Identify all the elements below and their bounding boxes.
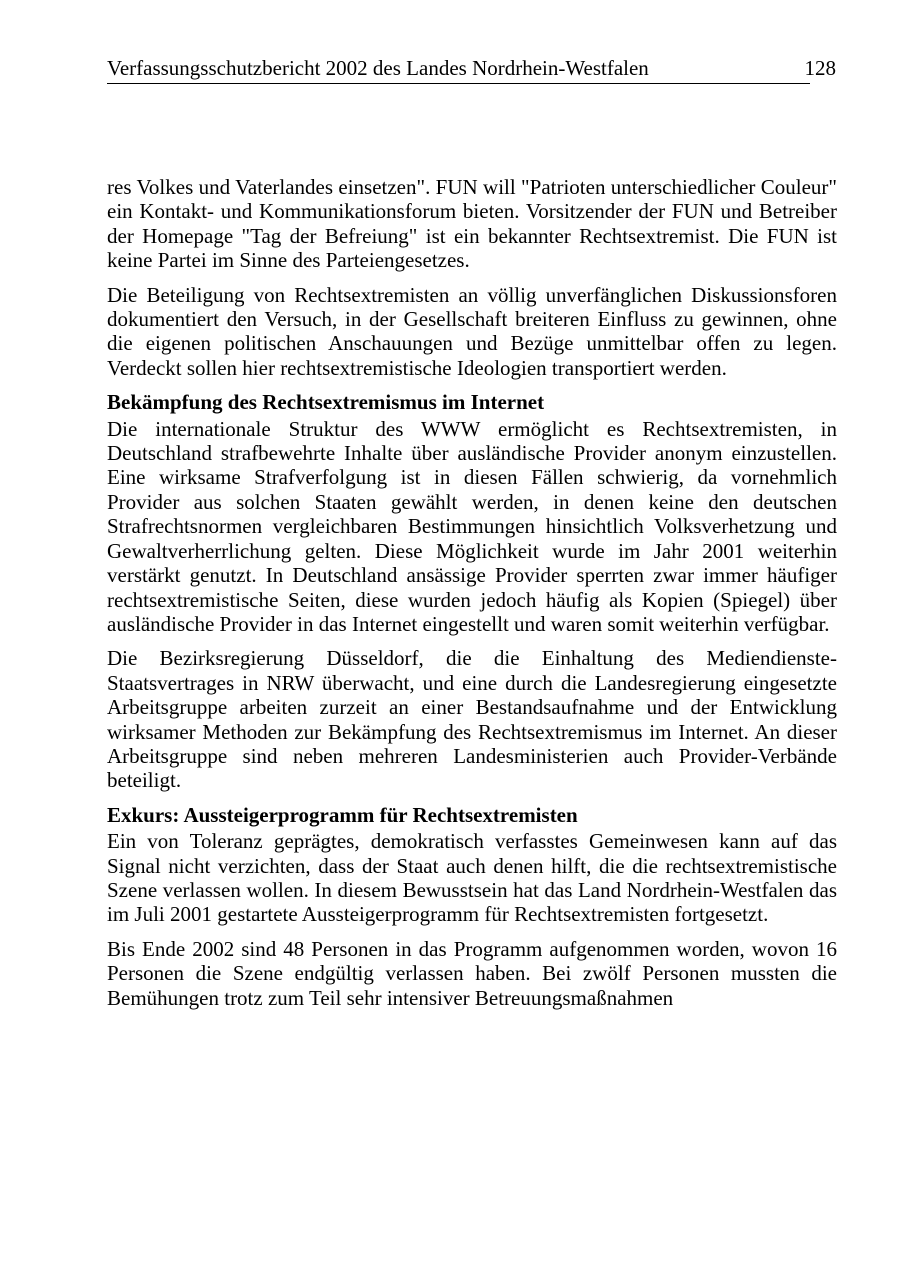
paragraph-exit-program-intro: Ein von Toleranz geprägtes, demokratisch verfasstes Gemeinwesen kann auf das Signal nicht verzichten, dass der Staat auch denen hilft, die die rechtsextremistische Szene verlassen wollen. In diesem Bewusstsein hat das Land Nordrhein-Westfalen das im Juli 2001 gestartete Aussteigerprogramm für Rechtsextremisten fortgesetzt.	[107, 829, 837, 927]
running-header	[107, 53, 836, 84]
header-title: Verfassungsschutzbericht 2002 des Landes Nordrhein-Westfalen	[107, 56, 649, 80]
paragraph-exit-program-results: Bis Ende 2002 sind 48 Personen in das Programm aufgenommen worden, wovon 16 Personen die Szene endgültig verlassen haben. Bei zwölf Personen mussten die Bemühungen trotz zum Teil sehr intensiver Betreuungsmaßnahmen	[107, 936, 837, 1010]
section-heading-exit-program: Exkurs: Aussteigerprogramm für Rechtsextremisten	[107, 802, 578, 827]
paragraph-fun-description: res Volkes und Vaterlandes einsetzen". FUN will "Patrioten unterschiedlicher Couleur" ein Kontakt- und Kommunikationsforum bieten. Vorsitzender der FUN und Betreiber der Homepage "Tag der Befreiung" ist ein bekannter Rechtsextremist. Die FUN ist keine Partei im Sinne des Parteiengesetzes.	[107, 175, 837, 273]
paragraph-working-group: Die Bezirksregierung Düsseldorf, die die Einhaltung des Mediendienste-Staatsvertrages in NRW überwacht, und eine durch die Landesregierung eingesetzte Arbeitsgruppe arbeiten zurzeit an einer Bestandsaufnahme und der Entwicklung wirksamer Methoden zur Bekämpfung des Rechtsextremismus im Internet. An dieser Arbeitsgruppe sind neben mehreren Landesministerien auch Provider-Verbände beteiligt.	[107, 646, 837, 793]
page-number: 128	[804, 56, 836, 80]
paragraph-www-structure: Die internationale Struktur des WWW ermöglicht es Rechtsextremisten, in Deutschland strafbewehrte Inhalte über ausländische Provider anonym einzustellen. Eine wirksame Strafverfolgung ist in diesen Fällen schwierig, da vornehmlich Provider aus solchen Staaten gewählt werden, in denen keine den deutschen Strafrechtsnormen vergleichbaren Bestimmungen hinsichtlich Volksverhetzung und Gewaltverherrlichung gelten. Diese Möglichkeit wurde im Jahr 2001 weiterhin verstärkt genutzt. In Deutschland ansässige Provider sperrten zwar immer häufiger rechtsextremistische Seiten, diese wurden jedoch häufig als Kopien (Spiegel) über ausländische Provider in das Internet eingestellt und waren somit weiterhin verfügbar.	[107, 416, 837, 636]
body-text	[107, 175, 837, 1020]
paragraph-discussion-forums: Die Beteiligung von Rechtsextremisten an völlig unverfänglichen Diskussionsforen dokumentiert den Versuch, in der Gesellschaft breiteren Einfluss zu gewinnen, ohne die eigenen politischen Anschauungen und Bezüge unmittelbar offen zu legen. Verdeckt sollen hier rechtsextremistische Ideologien transportiert werden.	[107, 282, 837, 380]
section-heading-internet: Bekämpfung des Rechtsextremismus im Internet	[107, 390, 545, 415]
